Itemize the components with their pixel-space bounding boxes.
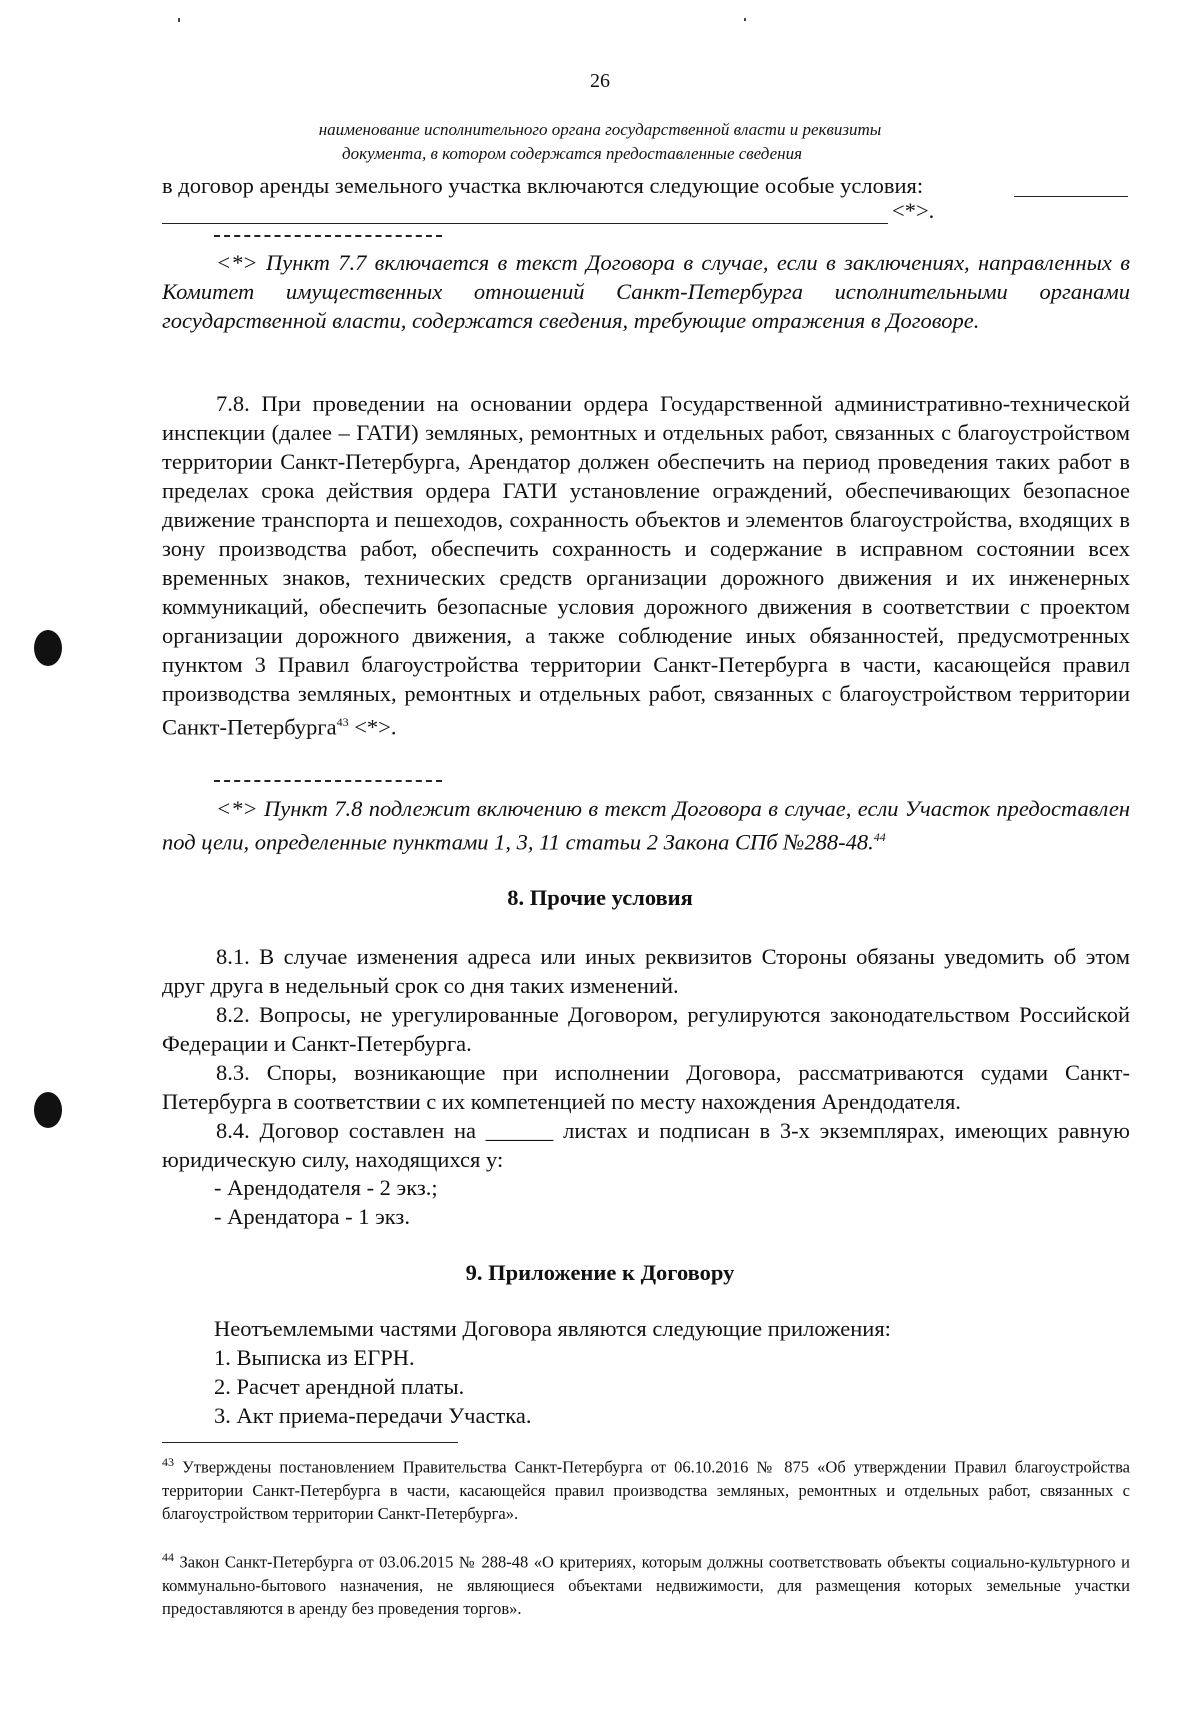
appendix-intro: Неотъемлемыми частями Договора являются следующие приложения: — [214, 1316, 891, 1341]
footnote-43-text: Утверждены постановлением Правительства Санкт-Петербурга от 06.10.2016 № 875 «Об утверждении Правил благоустройства территории Санкт-Петербурга в части, касающейся правил производства земляных, ремонтных и отдельных работ, связанных с благоустройством территории Санкт-Петербурга». — [162, 1457, 1130, 1523]
section-9-heading: 9. Приложение к Договору — [465, 1260, 735, 1285]
section-8-heading: 8. Прочие условия — [507, 885, 693, 910]
fill-blank-short — [1014, 196, 1128, 197]
punch-hole — [34, 1092, 62, 1128]
footnote-43-number: 43 — [162, 1455, 174, 1469]
footnote-marker: <*>. — [892, 198, 935, 223]
footnote-ref-43: 43 — [336, 715, 349, 729]
clause-8-2: 8.2. Вопросы, не урегулированные Договором, регулируются законодательством Российской Федерации и Санкт-Петербурга. — [162, 1002, 1130, 1056]
footnote-44-text: Закон Санкт-Петербурга от 03.06.2015 № 288-48 «О критериях, которым должны соответствовать объекты социально-культурного и коммунально-бытового назначения, не являющиеся объектами недвижимости, для размещения которых земельные участки предоставляются в аренду без проведения торгов». — [162, 1552, 1130, 1618]
note-7-8-text: <*> Пункт 7.8 подлежит включению в текст Договора в случае, если Участок предоставлен под цели, определенные пунктами 1, 3, 11 статьи 2 Закона СПб №288-48. — [162, 796, 1130, 855]
note-separator — [214, 235, 442, 237]
clause-8-1: 8.1. В случае изменения адреса или иных реквизитов Стороны обязаны уведомить об этом друг друга в недельный срок со дня таких изменений. — [162, 944, 1130, 998]
footnote-44-number: 44 — [162, 1550, 174, 1564]
footnote-44 — [162, 1546, 1130, 1620]
footnote-rule — [162, 1442, 458, 1443]
footnote-ref-44: 44 — [873, 830, 886, 844]
appendix-item: 3. Акт приема-передачи Участка. — [214, 1403, 532, 1428]
clause-7-8 — [162, 389, 1130, 742]
fill-blank-long — [162, 223, 888, 224]
header-caption-line2: документа, в котором содержатся предоставленные сведения — [342, 144, 802, 163]
punch-hole — [34, 630, 62, 666]
header-caption-line1: наименование исполнительного органа государственной власти и реквизиты — [318, 120, 882, 139]
appendix-item: 2. Расчет арендной платы. — [214, 1374, 465, 1399]
scan-speck — [744, 18, 746, 21]
clause-8-3: 8.3. Споры, возникающие при исполнении Договора, рассматриваются судами Санкт-Петербурга в соответствии с их компетенцией по месту нахождения Арендодателя. — [162, 1060, 1130, 1114]
note-7-8 — [162, 794, 1130, 857]
footnote-43 — [162, 1451, 1130, 1525]
note-7-7: <*> Пункт 7.7 включается в текст Договора в случае, если в заключениях, направленных в Комитет имущественных отношений Санкт-Петербурга исполнительными органами государственной власти, содержатся сведения, требующие отражения в Договоре. — [162, 250, 1130, 333]
copy-holder-lessor: - Арендодателя - 2 экз.; — [214, 1175, 438, 1200]
clause-8-4: 8.4. Договор составлен на ______ листах и подписан в 3-х экземплярах, имеющих равную юридическую силу, находящихся у: — [162, 1118, 1130, 1172]
copy-holder-lessee: - Арендатора - 1 экз. — [214, 1204, 410, 1229]
page-number: 26 — [590, 70, 610, 92]
note-separator — [214, 780, 442, 782]
appendix-item: 1. Выписка из ЕГРН. — [214, 1345, 415, 1370]
scan-speck — [178, 18, 180, 22]
clause-7-8-text: 7.8. При проведении на основании ордера Государственной административно-технической инспекции (далее – ГАТИ) земляных, ремонтных и отдельных работ, связанных с благоустройством территории Санкт-Петербурга, Арендатор должен обеспечить на период проведения таких работ в пределах срока действия ордера ГАТИ установление ограждений, обеспечивающих безопасное движение транспорта и пешеходов, сохранность объектов и элементов благоустройства, входящих в зону производства работ, обеспечить сохранность и содержание в исправном состоянии всех временных знаков, технических средств организации дорожного движения и их инженерных коммуникаций, обеспечить безопасные условия дорожного движения в соответствии с проектом организации дорожного движения, а также соблюдение иных обязанностей, предусмотренных пунктом 3 Правил благоустройства территории Санкт-Петербурга в части, касающейся правил производства земляных, ремонтных и отдельных работ, связанных с благоустройством территории Санкт-Петербурга — [162, 391, 1130, 740]
clause-7-8-tail: <*>. — [348, 714, 397, 740]
clause-7-7-line: в договор аренды земельного участка включаются следующие особые условия: — [162, 173, 924, 198]
